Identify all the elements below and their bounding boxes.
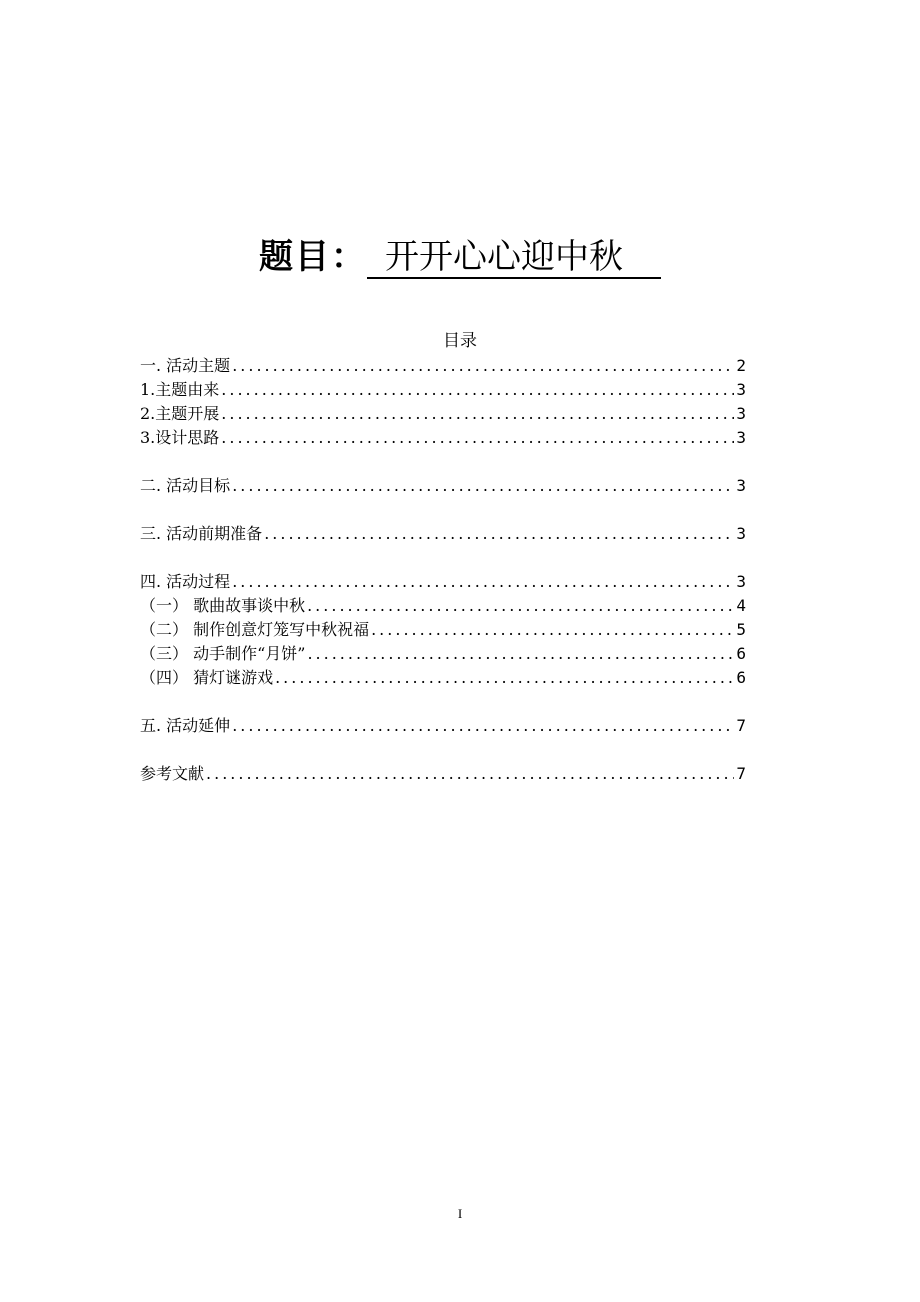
page-number: I [457, 1206, 463, 1221]
toc-leader-dots [221, 402, 734, 426]
toc-entry-text: （二） 制作创意灯笼写中秋祝福 [140, 618, 371, 642]
toc-entry-theme-development[interactable] [140, 402, 746, 426]
toc-entry-page: 3 [736, 524, 746, 543]
toc-leader-dots [307, 642, 734, 666]
toc-entry-text: 2.主题开展 [140, 402, 221, 426]
toc-entry-text: 一. 活动主题 [140, 354, 232, 378]
toc-entry-text: 参考文献 [140, 762, 206, 786]
toc-leader-dots [264, 522, 734, 546]
toc-entry-activity-theme[interactable] [140, 354, 746, 378]
toc-leader-dots [221, 378, 734, 402]
toc-entry-page: 3 [736, 404, 746, 423]
toc-entry-page: 2 [736, 356, 746, 375]
toc-entry-page: 7 [736, 764, 746, 783]
toc-leader-dots [232, 570, 734, 594]
toc-leader-dots [206, 762, 734, 786]
toc-entry-page: 7 [736, 716, 746, 735]
document-title [0, 232, 920, 282]
toc-entry-page: 3 [736, 380, 746, 399]
toc-heading: 目录 [443, 331, 477, 351]
title-topic: 开开心心迎中秋 [367, 237, 661, 279]
title-label: 题目： [259, 237, 367, 277]
toc-entry-text: 二. 活动目标 [140, 474, 232, 498]
toc-leader-dots [275, 666, 734, 690]
toc-entry-text: 3.设计思路 [140, 426, 221, 450]
toc-leader-dots [232, 714, 734, 738]
toc-leader-dots [307, 594, 734, 618]
table-of-contents [140, 354, 746, 786]
toc-entry-references[interactable] [140, 762, 746, 786]
toc-entry-activity-goals[interactable] [140, 474, 746, 498]
toc-entry-page: 3 [736, 476, 746, 495]
toc-entry-text: 四. 活动过程 [140, 570, 232, 594]
toc-entry-activity-process[interactable] [140, 570, 746, 594]
toc-entry-text: 五. 活动延伸 [140, 714, 232, 738]
toc-entry-text: （四） 猜灯谜游戏 [140, 666, 275, 690]
toc-entry-text: （三） 动手制作“月饼” [140, 642, 307, 666]
toc-entry-mooncake-making[interactable] [140, 642, 746, 666]
toc-entry-page: 5 [736, 620, 746, 639]
toc-entry-text: 1.主题由来 [140, 378, 221, 402]
toc-entry-preparation[interactable] [140, 522, 746, 546]
toc-entry-riddle-game[interactable] [140, 666, 746, 690]
toc-entry-activity-extension[interactable] [140, 714, 746, 738]
toc-entry-design-idea[interactable] [140, 426, 746, 450]
toc-leader-dots [232, 474, 734, 498]
toc-leader-dots [221, 426, 734, 450]
toc-entry-songs-stories[interactable] [140, 594, 746, 618]
toc-entry-page: 3 [736, 428, 746, 447]
toc-leader-dots [232, 354, 734, 378]
toc-entry-page: 4 [736, 596, 746, 615]
toc-entry-text: （一） 歌曲故事谈中秋 [140, 594, 307, 618]
toc-entry-lantern-making[interactable] [140, 618, 746, 642]
toc-entry-page: 3 [736, 572, 746, 591]
toc-leader-dots [371, 618, 734, 642]
toc-entry-page: 6 [736, 668, 746, 687]
toc-entry-theme-origin[interactable] [140, 378, 746, 402]
toc-entry-page: 6 [736, 644, 746, 663]
toc-entry-text: 三. 活动前期准备 [140, 522, 264, 546]
